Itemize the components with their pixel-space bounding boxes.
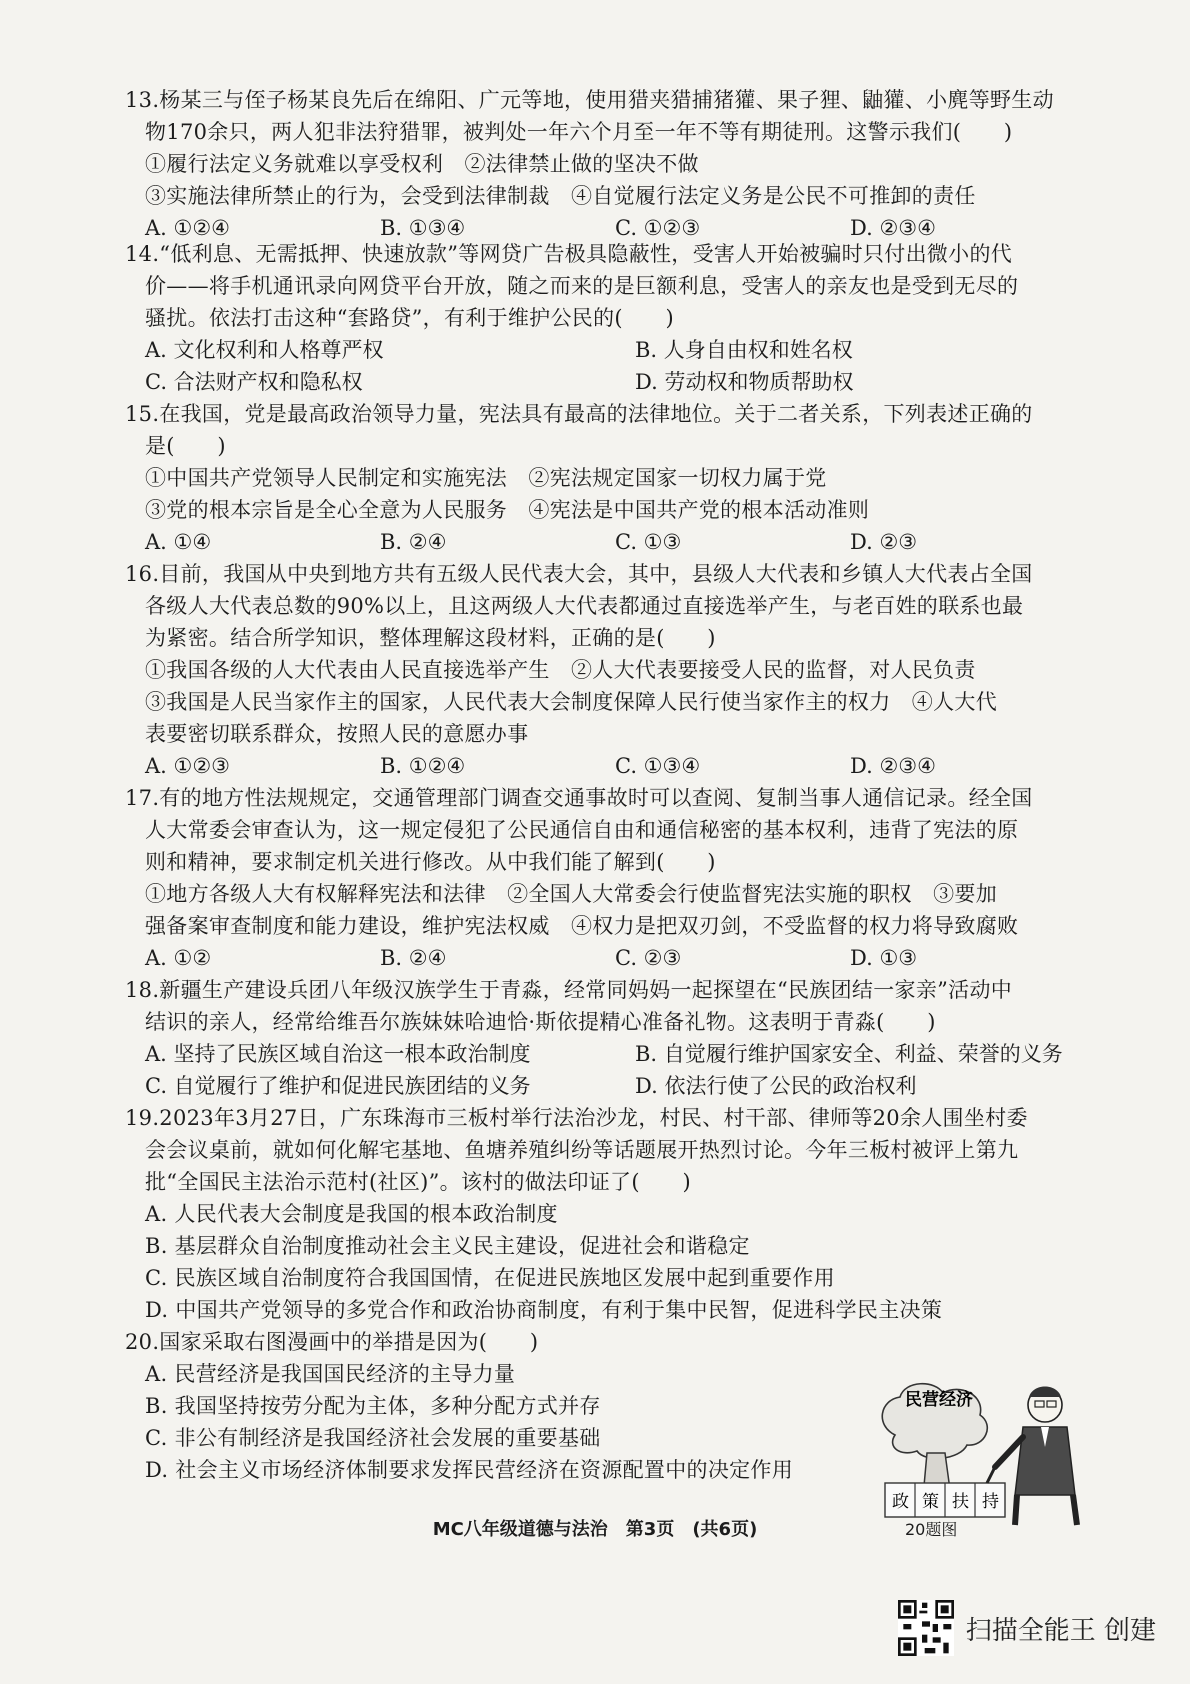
statement: ③党的根本宗旨是全心全意为人民服务 ④宪法是中国共产党的根本活动准则 bbox=[145, 498, 870, 522]
option-a: A. ①②③ bbox=[145, 754, 230, 778]
option-a: A. 人民代表大会制度是我国的根本政治制度 bbox=[145, 1202, 558, 1226]
question-stem: 为紧密。结合所学知识，整体理解这段材料，正确的是( ) bbox=[145, 626, 716, 650]
question-18 bbox=[125, 974, 1125, 1102]
option-d: D. 中国共产党领导的多党合作和政治协商制度，有利于集中民智，促进科学民主决策 bbox=[145, 1298, 943, 1322]
statement: ①履行法定义务就难以享受权利 ②法律禁止做的坚决不做 bbox=[145, 152, 699, 176]
options bbox=[125, 942, 1125, 974]
option-b: B. ①③④ bbox=[380, 216, 466, 240]
qr-code-icon bbox=[898, 1600, 954, 1656]
option-d: D. ①③ bbox=[850, 946, 918, 970]
question-stem: 19.2023年3月27日，广东珠海市三板村举行法治沙龙，村民、村干部、律师等20余人围坐村委 bbox=[125, 1106, 1028, 1130]
options bbox=[125, 1070, 1125, 1102]
option-d: D. ②③ bbox=[850, 530, 918, 554]
option-d: D. 劳动权和物质帮助权 bbox=[635, 370, 854, 394]
question-16 bbox=[125, 558, 1125, 782]
option-c: C. ①②③ bbox=[615, 216, 701, 240]
watermark-text: 扫描全能王 创建 bbox=[965, 1615, 1156, 1646]
question-15 bbox=[125, 398, 1125, 558]
option-a: A. 坚持了民族区域自治这一根本政治制度 bbox=[145, 1042, 531, 1066]
options bbox=[125, 526, 1125, 558]
statement: ③我国是人民当家作主的国家，人民代表大会制度保障人民行使当家作主的权力 ④人大代 bbox=[145, 690, 997, 714]
question-stem: 人大常委会审查认为，这一规定侵犯了公民通信自由和通信秘密的基本权利，违背了宪法的原 bbox=[145, 818, 1019, 842]
statement: ①我国各级的人大代表由人民直接选举产生 ②人大代表要接受人民的监督，对人民负责 bbox=[145, 658, 976, 682]
question-13 bbox=[125, 84, 1125, 244]
option-b: B. ②④ bbox=[380, 946, 447, 970]
option-c: C. ②③ bbox=[615, 946, 682, 970]
statement: 强备案审查制度和能力建设，维护宪法权威 ④权力是把双刃剑，不受监督的权力将导致腐败 bbox=[145, 914, 1019, 938]
statement: 表要密切联系群众，按照人民的意愿办事 bbox=[145, 722, 529, 746]
question-stem: 各级人大代表总数的90%以上，且这两级人大代表都通过直接选举产生，与老百姓的联系也最 bbox=[145, 594, 1024, 618]
question-stem: 批“全国民主法治示范村(社区)”。该村的做法印证了( ) bbox=[145, 1170, 691, 1194]
fence-label-3: 扶 bbox=[952, 1492, 969, 1512]
option-a: A. 民营经济是我国国民经济的主导力量 bbox=[145, 1362, 516, 1386]
option-c: C. 自觉履行了维护和促进民族团结的义务 bbox=[145, 1074, 531, 1098]
question-17 bbox=[125, 782, 1125, 974]
tree-label: 民营经济 bbox=[905, 1390, 973, 1410]
question-19 bbox=[125, 1102, 1125, 1326]
question-stem: 14.“低利息、无需抵押、快速放款”等网贷广告极具隐蔽性，受害人开始被骗时只付出微小的代 bbox=[125, 242, 1013, 266]
option-c: C. 民族区域自治制度符合我国国情，在促进民族地区发展中起到重要作用 bbox=[145, 1266, 835, 1290]
option-c: C. 非公有制经济是我国经济社会发展的重要基础 bbox=[145, 1426, 601, 1450]
figure-caption: 20题图 bbox=[905, 1520, 958, 1539]
option-d: D. 依法行使了公民的政治权利 bbox=[635, 1074, 917, 1098]
option-b: B. 自觉履行维护国家安全、利益、荣誉的义务 bbox=[635, 1042, 1063, 1066]
option-b: B. ②④ bbox=[380, 530, 447, 554]
question-stem: 则和精神，要求制定机关进行修改。从中我们能了解到( ) bbox=[145, 850, 716, 874]
question-stem: 13.杨某三与侄子杨某良先后在绵阳、广元等地，使用猎夹猎捕猪獾、果子狸、鼬獾、小麂等野生动 bbox=[125, 88, 1054, 112]
scanner-watermark bbox=[898, 1600, 1156, 1656]
cartoon-figure bbox=[855, 1375, 1095, 1535]
options bbox=[125, 1038, 1125, 1070]
option-a: A. ①② bbox=[145, 946, 212, 970]
question-stem: 16.目前，我国从中央到地方共有五级人民代表大会，其中，县级人大代表和乡镇人大代表占全国 bbox=[125, 562, 1033, 586]
option-b: B. ①②④ bbox=[380, 754, 466, 778]
option-c: C. ①③④ bbox=[615, 754, 701, 778]
options bbox=[125, 334, 1125, 366]
question-stem: 物170余只，两人犯非法狩猎罪，被判处一年六个月至一年不等有期徒刑。这警示我们( ) bbox=[145, 120, 1013, 144]
options bbox=[125, 750, 1125, 782]
option-c: C. ①③ bbox=[615, 530, 682, 554]
option-a: A. ①④ bbox=[145, 530, 212, 554]
option-b: B. 人身自由权和姓名权 bbox=[635, 338, 853, 362]
option-c: C. 合法财产权和隐私权 bbox=[145, 370, 363, 394]
option-d: D. ②③④ bbox=[850, 754, 936, 778]
question-stem: 会会议桌前，就如何化解宅基地、鱼塘养殖纠纷等话题展开热烈讨论。今年三板村被评上第九 bbox=[145, 1138, 1019, 1162]
option-b: B. 基层群众自治制度推动社会主义民主建设，促进社会和谐稳定 bbox=[145, 1234, 750, 1258]
statement: ③实施法律所禁止的行为，会受到法律制裁 ④自觉履行法定义务是公民不可推卸的责任 bbox=[145, 184, 976, 208]
fence-label-2: 策 bbox=[922, 1492, 939, 1512]
question-stem: 骚扰。依法打击这种“套路贷”，有利于维护公民的( ) bbox=[145, 306, 674, 330]
option-a: A. 文化权利和人格尊严权 bbox=[145, 338, 384, 362]
option-a: A. ①②④ bbox=[145, 216, 230, 240]
question-stem: 18.新疆生产建设兵团八年级汉族学生于青淼，经常同妈妈一起探望在“民族团结一家亲”活动中 bbox=[125, 978, 1013, 1002]
page-footer: MC八年级道德与法治 第3页 (共6页) bbox=[432, 1519, 758, 1540]
question-stem: 17.有的地方性法规规定，交通管理部门调查交通事故时可以查阅、复制当事人通信记录。经全国 bbox=[125, 786, 1033, 810]
fence-label-4: 持 bbox=[982, 1492, 999, 1512]
options bbox=[125, 366, 1125, 398]
question-stem: 是( ) bbox=[145, 434, 226, 458]
statement: ①中国共产党领导人民制定和实施宪法 ②宪法规定国家一切权力属于党 bbox=[145, 466, 827, 490]
question-stem: 结识的亲人，经常给维吾尔族妹妹哈迪恰·斯依提精心准备礼物。这表明于青淼( ) bbox=[145, 1010, 936, 1034]
question-stem: 15.在我国，党是最高政治领导力量，宪法具有最高的法律地位。关于二者关系，下列表述正确的 bbox=[125, 402, 1033, 426]
question-stem: 价——将手机通讯录向网贷平台开放，随之而来的是巨额利息，受害人的亲友也是受到无尽的 bbox=[145, 274, 1019, 298]
question-stem: 20.国家采取右图漫画中的举措是因为( ) bbox=[125, 1330, 539, 1354]
question-14 bbox=[125, 238, 1125, 398]
option-d: D. ②③④ bbox=[850, 216, 936, 240]
statement: ①地方各级人大有权解释宪法和法律 ②全国人大常委会行使监督宪法实施的职权 ③要加 bbox=[145, 882, 997, 906]
option-d: D. 社会主义市场经济体制要求发挥民营经济在资源配置中的决定作用 bbox=[145, 1458, 794, 1482]
option-b: B. 我国坚持按劳分配为主体，多种分配方式并存 bbox=[145, 1394, 601, 1418]
fence-label-1: 政 bbox=[892, 1492, 909, 1512]
